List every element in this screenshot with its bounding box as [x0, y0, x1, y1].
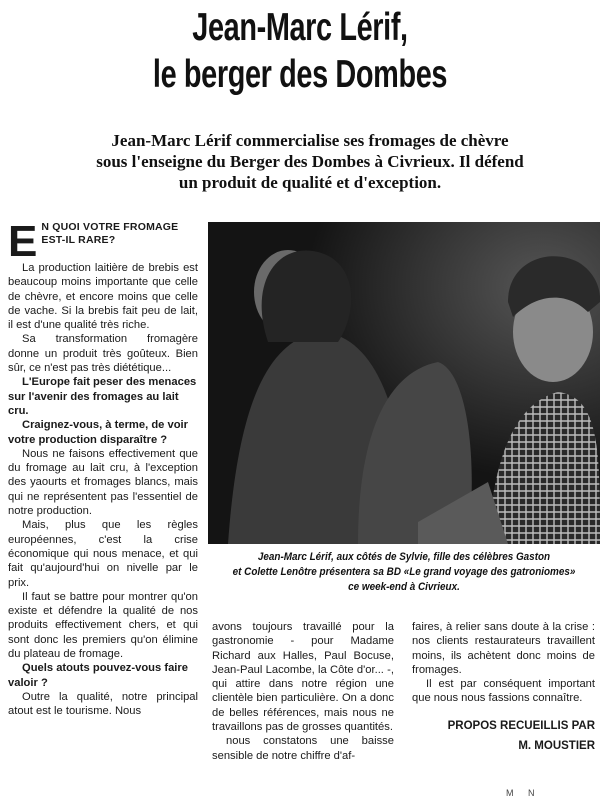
caption-line-2: et Colette Lenôtre présentera sa BD «Le grand voyage des gatroniomes»: [232, 566, 576, 578]
answer-paragraph: nous constatons une baisse sensible de notre chiffre d'af-: [212, 735, 394, 762]
article-photo: [208, 222, 600, 544]
byline: [412, 716, 595, 756]
answer-paragraph: La production laitière de brebis est beaucoup moins importante que celle de chèvre, et encore moins que celle de vache. Si la brebis fait peu de lait, il est d'une qualité très riche.: [8, 262, 198, 332]
standfirst-line-3: un produit de qualité et d'exception.: [178, 173, 442, 192]
standfirst: [40, 130, 580, 193]
article-column-1: [8, 217, 198, 719]
question-paragraph: Quels atouts pouvez-vous faire valoir ?: [8, 662, 188, 689]
answer-paragraph: Il faut se battre pour montrer qu'on existe et défendre la qualité de nos produits effectivement chers, et qui sont donc les premiers qu'on élimine du plateau de fromage.: [8, 590, 198, 661]
byline-author: M. MOUSTIER: [518, 739, 595, 752]
caption-line-1: Jean-Marc Lérif, aux côtés de Sylvie, fille des célèbres Gaston: [257, 551, 551, 563]
answer-paragraph: Sa transformation fromagère donne un produit très goûteux. Bien sûr, ce n'est pas très diététique...: [8, 333, 198, 375]
answer-paragraph: Il est par conséquent important que nous nous fassions connaître.: [412, 678, 595, 705]
answer-paragraph: Nous ne faisons effectivement que du fromage au lait cru, à l'exception des yaourts et fromages blancs, mais qui ne représentent pas l'essentiel de notre production.: [8, 447, 198, 518]
photo-caption: [208, 550, 600, 595]
footer-fragment: M N: [506, 788, 541, 798]
answer-paragraph: Mais, plus que les règles européennes, c'est la crise économique qui nous menace, et qui fait qu'aujourd'hui on nivelle par le prix.: [8, 519, 198, 589]
headline-line-2: le berger des Dombes: [152, 53, 448, 96]
opening-question: [8, 217, 198, 266]
question-paragraph: Craignez-vous, à terme, de voir votre production disparaître ?: [8, 419, 188, 446]
photo-illustration: [208, 222, 600, 544]
question-1-line-2: EST-IL RARE?: [41, 234, 116, 246]
article-column-2: [212, 620, 394, 763]
standfirst-line-2: sous l'enseigne du Berger des Dombes à Civrieux. Il défend: [96, 152, 524, 171]
answer-paragraph: Outre la qualité, notre principal atout est le tourisme. Nous: [8, 690, 198, 718]
question-paragraph: L'Europe fait peser des menaces sur l'avenir des fromages au lait cru.: [8, 376, 197, 417]
byline-line-1: PROPOS RECUEILLIS PAR: [447, 719, 595, 732]
question-1-line-1: N QUOI VOTRE FROMAGE: [41, 221, 179, 233]
answer-paragraph: avons toujours travaillé pour la gastronomie - pour Madame Richard aux Halles, Paul Bocuse, Jean-Paul Lacombe, la Côte d'or... -, qui attire dans notre région une clientèle bien particulière. On a donc de belles références, mais nous ne travaillons pas de grosses quantités.: [212, 621, 394, 734]
headline-line-1: Jean-Marc Lérif,: [192, 6, 408, 49]
answer-paragraph: faires, à relier sans doute à la crise : nos clients restaurateurs travaillent moins, ils achètent donc moins de fromages.: [412, 621, 595, 676]
standfirst-line-1: Jean-Marc Lérif commercialise ses fromages de chèvre: [111, 131, 509, 150]
headline: [78, 4, 522, 98]
article-column-3: [412, 620, 595, 756]
caption-line-3: ce week-end à Civrieux.: [348, 581, 460, 593]
dropcap: E: [8, 217, 38, 266]
